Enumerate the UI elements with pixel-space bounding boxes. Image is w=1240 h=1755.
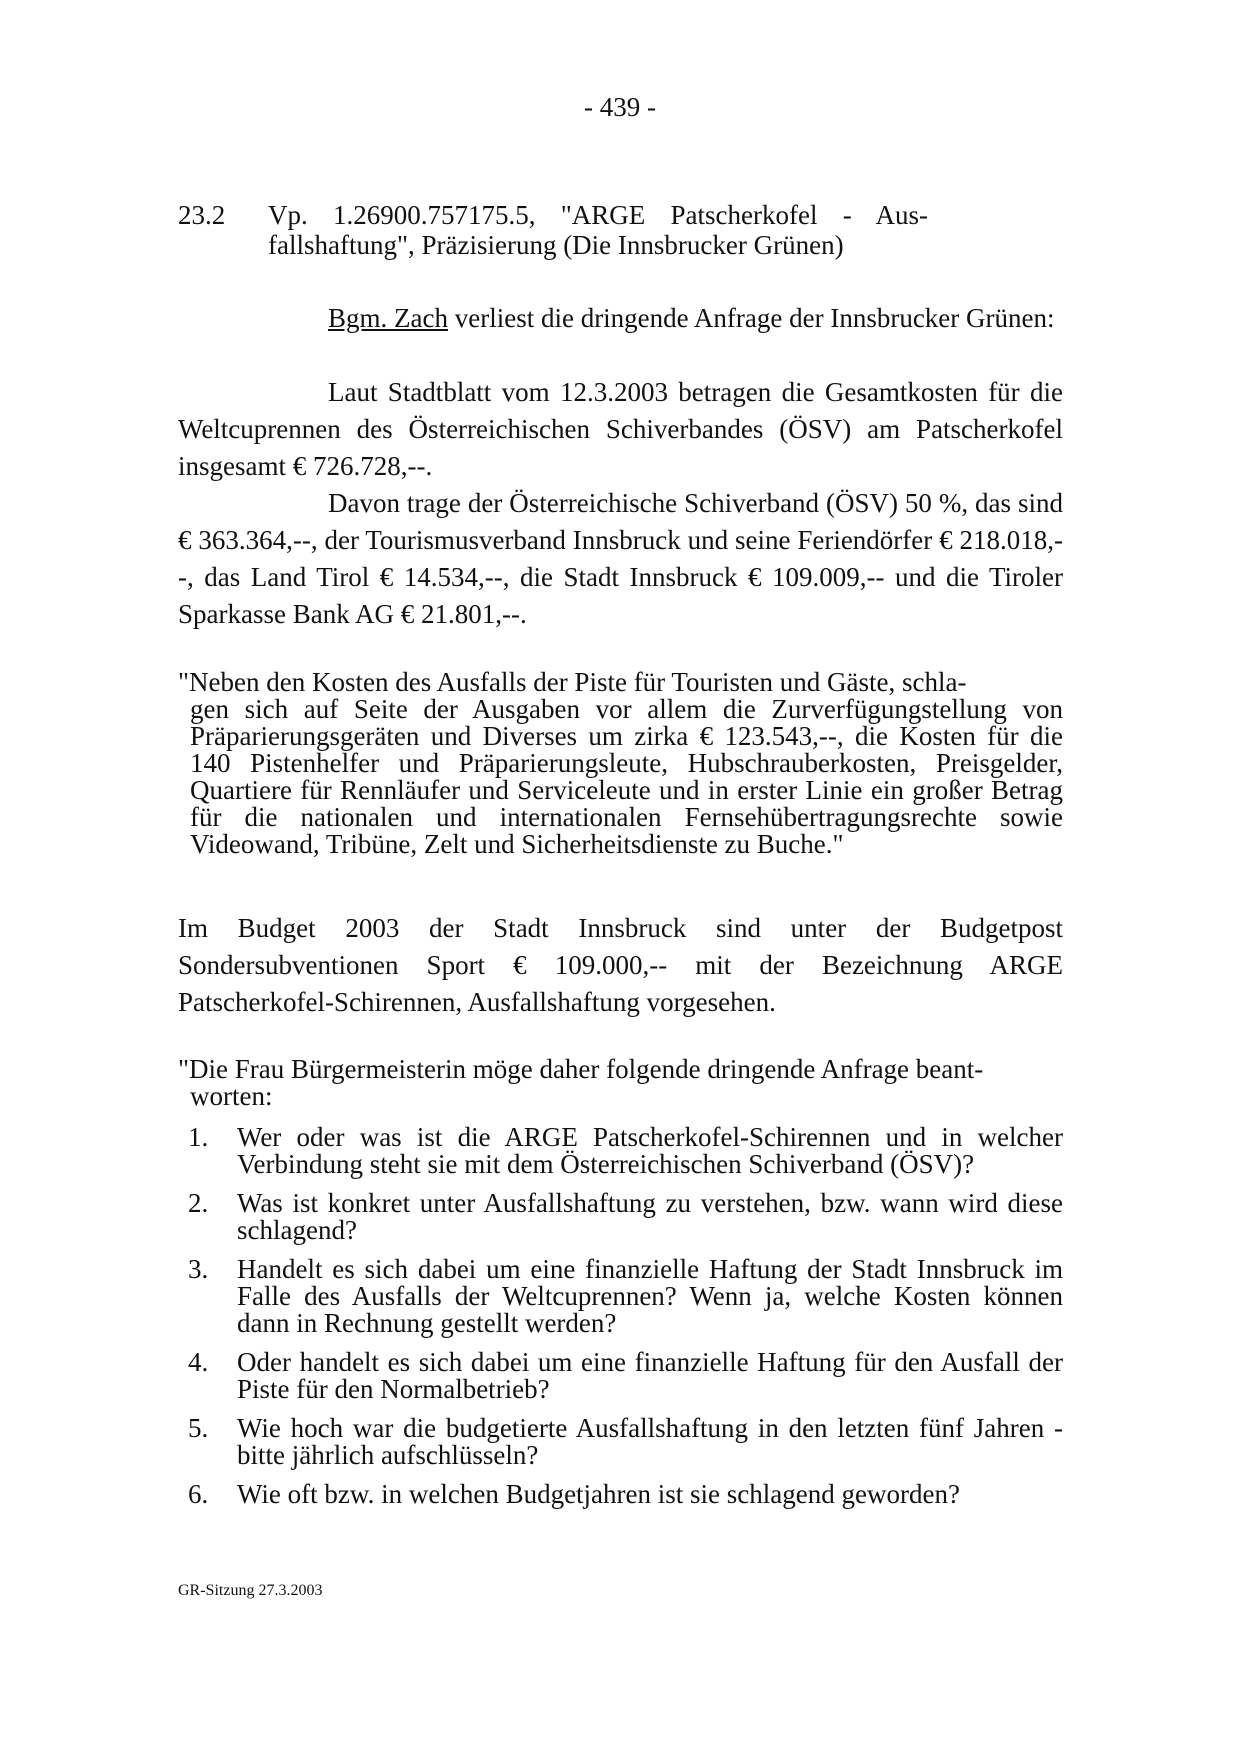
list-number: 1. [188,1122,209,1152]
list-item [178,1349,1063,1403]
list-text: Handelt es sich dabei um eine finanzielle Haftung der Stadt Innsbruck im Falle des Ausfalls der Weltcuprennen? Wenn ja, welche Kosten können dann in Rechnung gestellt werden? [237,1254,1063,1338]
page-number: - 439 - [584,92,656,122]
list-number: 5. [188,1413,209,1443]
list-item [178,1481,1063,1508]
paragraph-budget: Im Budget 2003 der Stadt Innsbruck sind unter der Budgetpost Sondersubventionen Sport € 109.000,-- mit der Bezeichnung ARGE Patscherkofel-Schirennen, Ausfallshaftung vorgesehen. [178,913,1063,1017]
list-text: Wer oder was ist die ARGE Patscherkofel-Schirennen und in welcher Verbindung steht sie mit dem Österreichischen Schiverband (ÖSV)? [237,1122,1063,1179]
list-text: Was ist konkret unter Ausfallshaftung zu verstehen, bzw. wann wird diese schlagend? [237,1188,1063,1245]
quote-first-line: "Neben den Kosten des Ausfalls der Piste für Touristen und Gäste, schla- [178,667,967,697]
question-list [178,1124,1063,1520]
intro-paragraph [178,300,1063,337]
list-number: 3. [188,1254,209,1284]
list-item [178,1415,1063,1469]
paragraph-costs: Laut Stadtblatt vom 12.3.2003 betragen die Gesamtkosten für die Weltcuprennen des Österreichischen Schiverbandes (ÖSV) am Patscherkofel insgesamt € 726.728,--. [178,377,1063,481]
quote-body: gen sich auf Seite der Ausgaben vor allem die Zurverfügungstellung von Präparierungsgeräten und Diverses um zirka € 123.543,--, die Kosten für die 140 Pistenhelfer und Präparierungsleute, Hubschrauberkosten, Preisgelder, Quartiere für Rennläufer und Serviceleute und in erster Linie ein großer Betrag für die nationalen und internationalen Fernsehübertragungsrechte sowie Videowand, Tribüne, Zelt und Sicherheitsdienste zu Buche." [190,694,1063,859]
section-title: Vp. 1.26900.757175.5, "ARGE Patscherkofel - Aus-fallshaftung", Präzisierung (Die Innsbrucker Grünen) [268,200,928,260]
list-item [178,1124,1063,1178]
list-item [178,1190,1063,1244]
paragraph-shares: Davon trage der Österreichische Schiverband (ÖSV) 50 %, das sind € 363.364,--, der Tourismusverband Innsbruck und seine Feriendörfer € 218.018,--, das Land Tirol € 14.534,--, die Stadt Innsbruck € 109.009,-- und die Tiroler Sparkasse Bank AG € 21.801,--. [178,488,1063,629]
request-first-line: "Die Frau Bürgermeisterin möge daher folgende dringende Anfrage beant- [178,1054,984,1084]
request-rest: worten: [190,1081,273,1111]
list-number: 4. [188,1347,209,1377]
request-paragraph [178,1056,1063,1110]
quoted-paragraph [178,669,1063,858]
list-text: Wie oft bzw. in welchen Budgetjahren ist sie schlagend geworden? [237,1479,960,1509]
list-text: Oder handelt es sich dabei um eine finanzielle Haftung für den Ausfall der Piste für den Normalbetrieb? [237,1347,1063,1404]
list-text: Wie hoch war die budgetierte Ausfallshaftung in den letzten fünf Jahren - bitte jährlich aufschlüsseln? [237,1413,1063,1470]
section-number: 23.2 [178,200,226,230]
page-footer: GR-Sitzung 27.3.2003 [178,1582,323,1599]
speaker-name: Bgm. Zach [328,303,448,333]
list-number: 6. [188,1479,209,1509]
list-item [178,1256,1063,1337]
intro-text: verliest die dringende Anfrage der Innsbrucker Grünen: [447,303,1055,333]
list-number: 2. [188,1188,209,1218]
